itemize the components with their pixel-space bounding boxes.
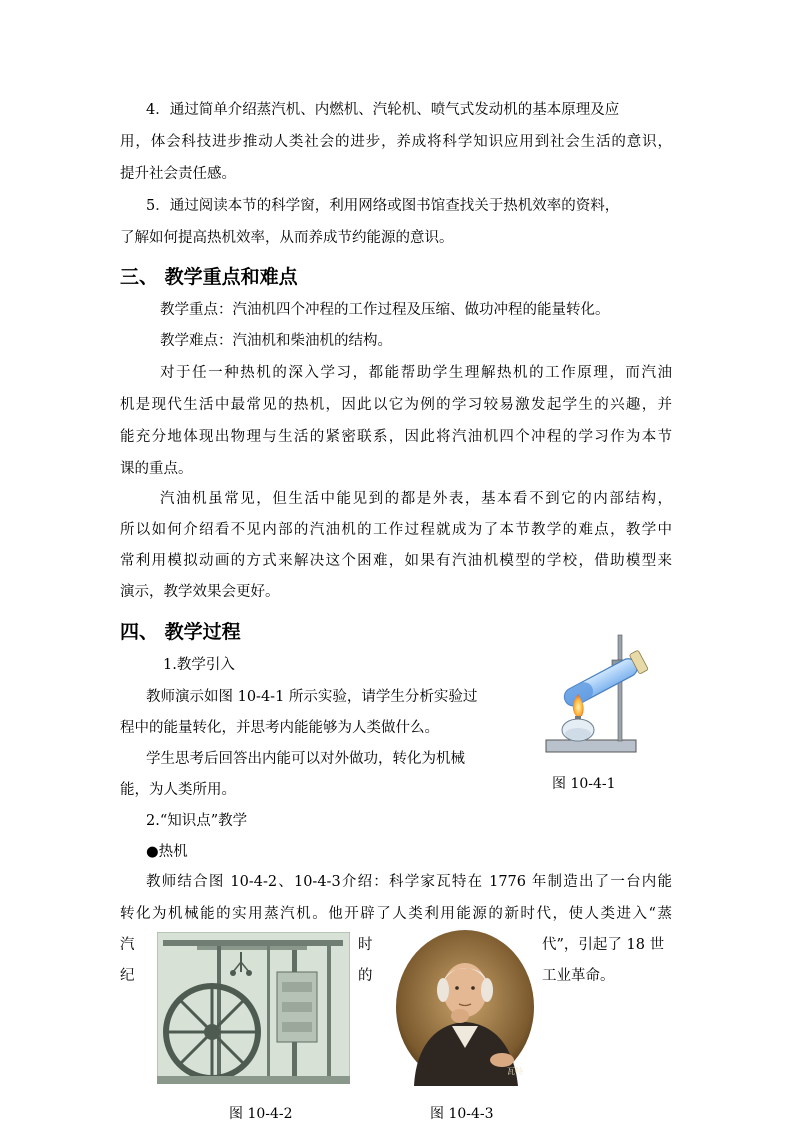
para5-line2: 了解如何提高热机效率，从而养成节约能源的意识。: [120, 230, 454, 246]
para4-line3: 提升社会责任感。: [120, 166, 236, 182]
figure-10-4-2-steam-engine: [157, 932, 350, 1084]
intro-line2: 程中的能量转化，并思考内能能够为人类做什么。: [120, 720, 439, 736]
section3-p2-line1: 汽油机虽常见，但生活中能见到的都是外表，基本看不到它的内部结构，: [160, 491, 672, 507]
answer-line2: 能，为人类所用。: [120, 782, 236, 798]
figure-10-4-3-watt-portrait: [394, 928, 536, 1086]
para4-line1: 4．通过简单介绍蒸汽机、内燃机、汽轮机、喷气式发动机的基本原理及应: [146, 102, 620, 118]
knowledge-heading: 2.“知识点”教学: [146, 813, 248, 829]
section3-p1-line1: 对于任一种热机的深入学习，都能帮助学生理解热机的工作原理，而汽油: [160, 365, 672, 381]
section3-p2-line4: 演示，教学效果会更好。: [120, 584, 280, 600]
section3-p1-line2: 机是现代生活中最常见的热机，因此以它为例的学习较易激发起学生的兴趣，并: [120, 397, 672, 413]
key-point: 教学重点：汽油机四个冲程的工作过程及压缩、做功冲程的能量转化。: [160, 302, 610, 318]
section3-title: 三、 教学重点和难点: [120, 266, 298, 288]
para5-line1: 5．通过阅读本节的科学窗，利用网络或图书馆查找关于热机效率的资料，: [146, 198, 620, 214]
answer-line1: 学生思考后回答出内能可以对外做功，转化为机械: [146, 751, 465, 767]
intro-heading: 1.教学引入: [163, 657, 235, 673]
fragment-b3: 工业革命。: [542, 968, 615, 984]
fragment-a1: 汽: [120, 937, 135, 953]
fragment-a2: 时: [358, 937, 373, 953]
fragment-b1: 纪: [120, 968, 135, 984]
intro-line1: 教师演示如图 10-4-1 所示实验，请学生分析实验过: [146, 689, 478, 705]
section3-p2-line3: 常利用模拟动画的方式来解决这个困难，如果有汽油机模型的学校，借助模型来: [120, 553, 672, 569]
section4-title: 四、 教学过程: [120, 621, 241, 643]
section3-p2-line2: 所以如何介绍看不见内部的汽油机的工作过程就成为了本节教学的难点，教学中: [120, 522, 672, 538]
fragment-a3: 代”，引起了 18 世: [542, 937, 665, 953]
watt-line2: 转化为机械能的实用蒸汽机。他开辟了人类利用能源的新时代，使人类进入“蒸: [120, 906, 672, 922]
section3-p1-line4: 课的重点。: [120, 461, 193, 477]
portrait-signature: 瓦特: [507, 1067, 523, 1076]
fragment-b2: 的: [358, 968, 373, 984]
section3-p1-line3: 能充分地体现出物理与生活的紧密联系，因此将汽油机四个冲程的学习作为本节: [120, 429, 672, 445]
para4-line2: 用，体会科技进步推动人类社会的进步，养成将科学知识应用到社会生活的意识，: [120, 134, 672, 150]
difficulty: 教学难点：汽油机和柴油机的结构。: [160, 333, 392, 349]
figure-10-4-1-caption: 图 10-4-1: [552, 776, 616, 792]
figure-10-4-1-apparatus: [540, 630, 690, 760]
bullet-heading: ●热机: [146, 844, 188, 860]
figure-10-4-2-caption: 图 10-4-2: [229, 1106, 293, 1122]
figure-10-4-3-caption: 图 10-4-3: [430, 1106, 494, 1122]
watt-line1: 教师结合图 10-4-2、10-4-3介绍：科学家瓦特在 1776 年制造出了一台内能: [146, 874, 672, 890]
